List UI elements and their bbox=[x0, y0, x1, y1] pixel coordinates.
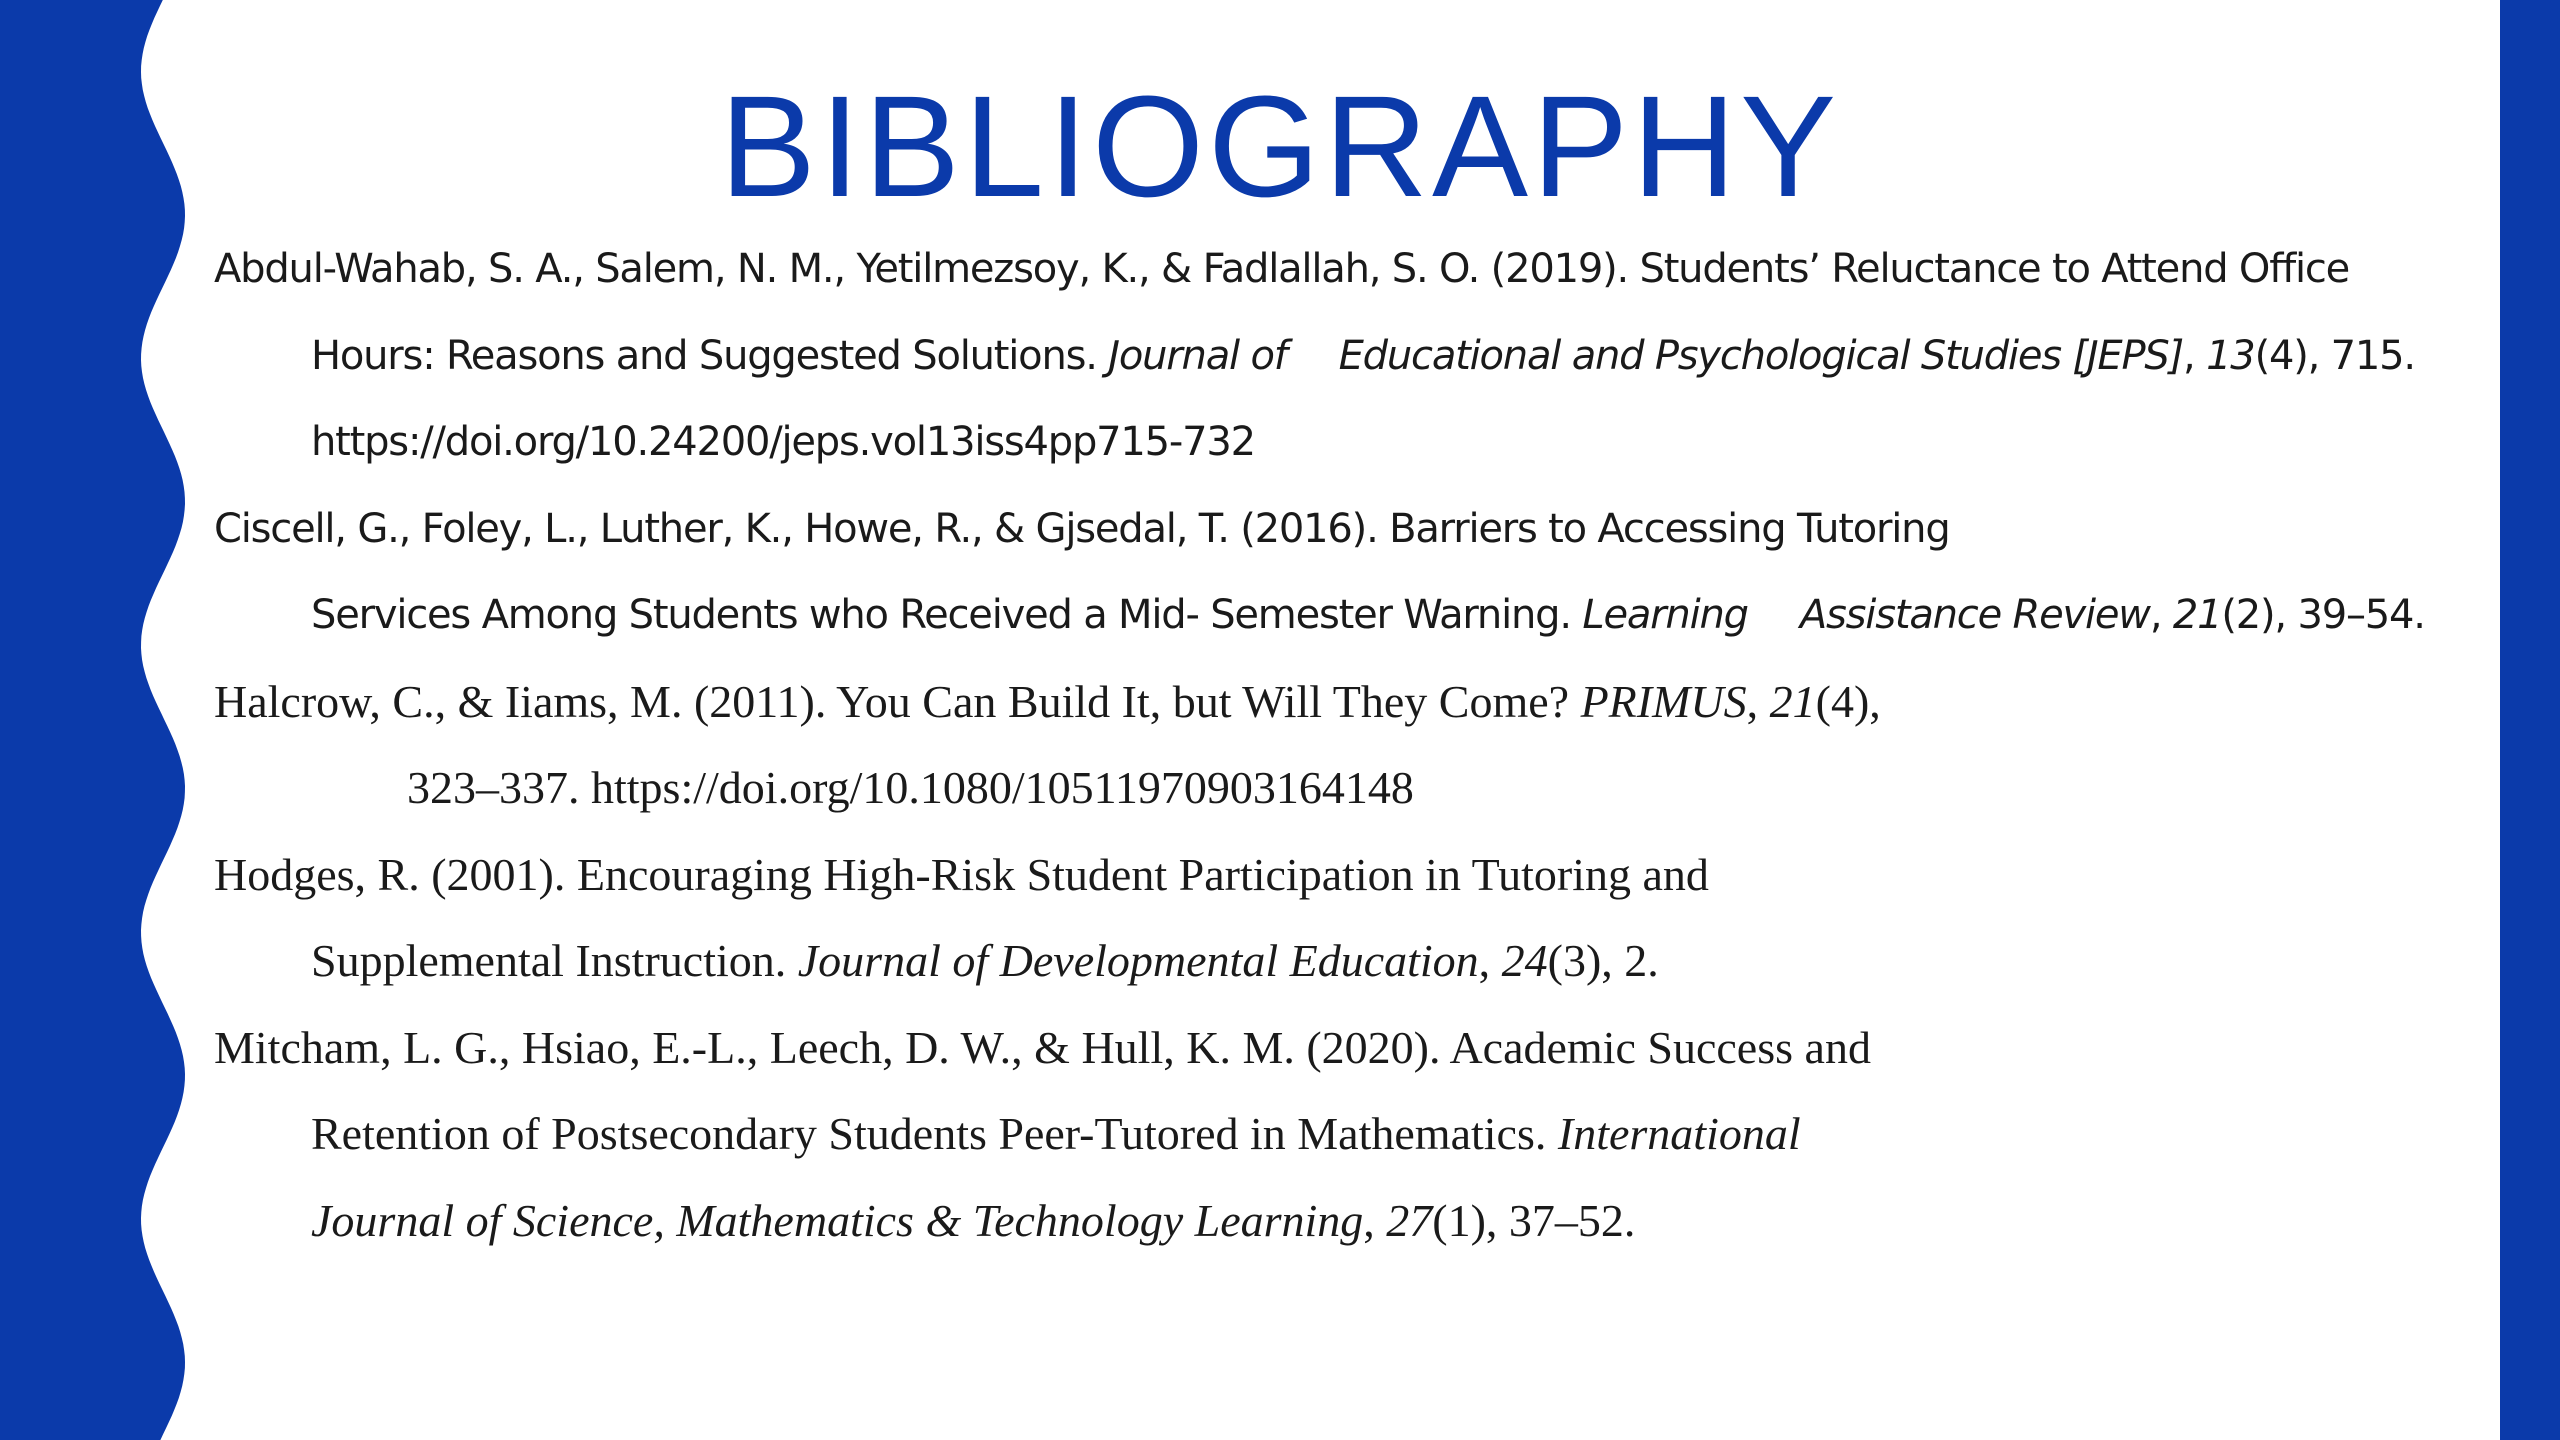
reference-5-line-2 bbox=[214, 1091, 2514, 1178]
reference-1-issue-pages: (4), 715. bbox=[2254, 332, 2415, 379]
reference-1-separator: , bbox=[2183, 332, 2207, 379]
reference-3-volume: 21 bbox=[1769, 675, 1816, 727]
reference-5-volume: 27 bbox=[1386, 1194, 1433, 1246]
reference-5-issue-pages: (1), 37–52. bbox=[1432, 1194, 1636, 1246]
reference-5-journal-part-1: International bbox=[1557, 1108, 1801, 1159]
reference-2-line-2 bbox=[214, 572, 2514, 659]
reference-2-line-1: Ciscell, G., Foley, L., Luther, K., Howe, R., & Gjsedal, T. (2016). Barriers to Accessing Tutoring bbox=[214, 505, 1950, 552]
reference-1-journal-part-1: Journal of bbox=[1108, 332, 1287, 379]
reference-3-title-text: Halcrow, C., & Iiams, M. (2011). You Can Build It, but Will They Come? bbox=[214, 675, 1581, 727]
reference-3-journal: PRIMUS bbox=[1580, 675, 1747, 727]
reference-1-volume: 13 bbox=[2206, 332, 2255, 379]
reference-2-issue-pages: (2), 39–54. bbox=[2221, 592, 2425, 638]
reference-4-title-text: Supplemental Instruction. bbox=[311, 935, 798, 986]
reference-4-line-2 bbox=[214, 918, 2514, 1005]
reference-4-issue-pages: (3), 2. bbox=[1547, 935, 1659, 986]
reference-2-title-text: Services Among Students who Received a Mid- Semester Warning. bbox=[311, 592, 1583, 638]
reference-1-doi: https://doi.org/10.24200/jeps.vol13iss4pp715-732 bbox=[311, 419, 1255, 465]
reference-3-issue: (4), bbox=[1815, 675, 1881, 727]
reference-2-separator: , bbox=[2149, 592, 2173, 638]
reference-3-separator: , bbox=[1746, 675, 1770, 727]
reference-4-journal: Journal of Developmental Education bbox=[797, 935, 1479, 986]
reference-3-pages-doi: 323–337. https://doi.org/10.1080/10511970903164148 bbox=[407, 762, 1414, 813]
reference-5-line-1: Mitcham, L. G., Hsiao, E.-L., Leech, D. W., & Hull, K. M. (2020). Academic Success and bbox=[214, 1021, 1871, 1073]
reference-1-journal-part-2: Educational and Psychological Studies [JEPS] bbox=[1338, 332, 2184, 379]
reference-1-line-1: Abdul-Wahab, S. A., Salem, N. M., Yetilmezsoy, K., & Fadlallah, S. O. (2019). Students’ Reluctance to Attend Office bbox=[214, 246, 2350, 292]
reference-4-volume: 24 bbox=[1501, 935, 1548, 986]
reference-5-line-3 bbox=[214, 1178, 2514, 1265]
reference-2-journal-part-1: Learning bbox=[1582, 592, 1748, 638]
reference-1-line-2 bbox=[214, 313, 2514, 400]
reference-2-volume: 21 bbox=[2172, 592, 2222, 638]
reference-5-separator: , bbox=[1363, 1194, 1387, 1246]
reference-4-line-1: Hodges, R. (2001). Encouraging High-Risk Student Participation in Tutoring and bbox=[214, 848, 1709, 900]
reference-2-journal-part-2: Assistance Review bbox=[1799, 592, 2150, 638]
reference-4-separator: , bbox=[1478, 935, 1502, 986]
reference-5-journal-part-2: Journal of Science, Mathematics & Technology Learning bbox=[311, 1194, 1364, 1246]
reference-list bbox=[214, 226, 2514, 1264]
page-title: BIBLIOGRAPHY bbox=[719, 66, 1841, 227]
reference-1-title-text: Hours: Reasons and Suggested Solutions. bbox=[311, 332, 1109, 379]
reference-5-title-text: Retention of Postsecondary Students Peer-Tutored in Mathematics. bbox=[311, 1108, 1558, 1159]
reference-3-line-1 bbox=[214, 659, 2514, 746]
